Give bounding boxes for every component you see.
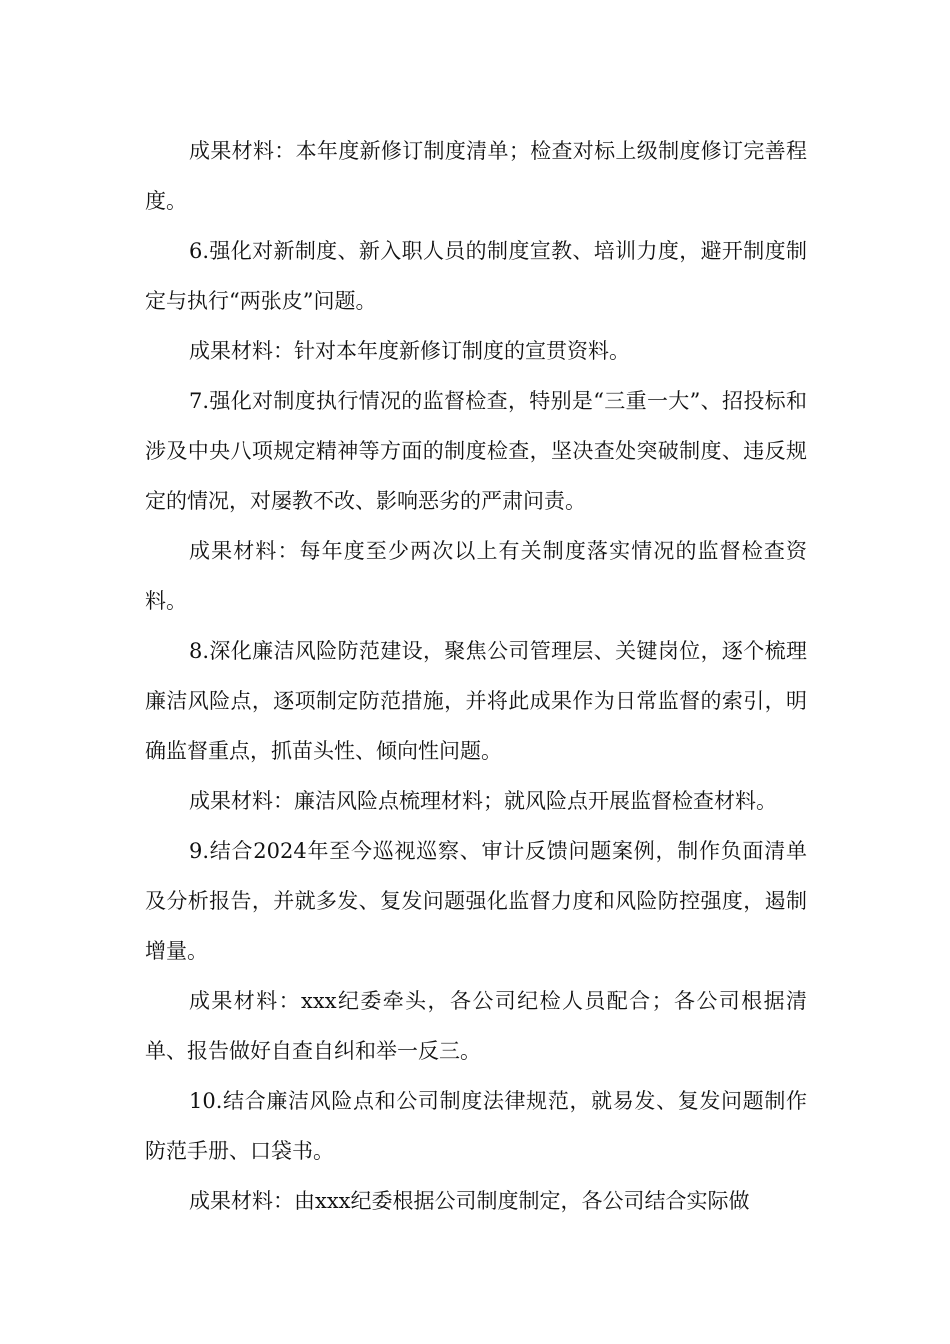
- paragraph-outcome-item-10: 成果材料：由xxx纪委根据公司制度制定，各公司结合实际做: [189, 1189, 750, 1213]
- paragraph-item-10: 10.结合廉洁风险点和公司制度法律规范，就易发、复发问题制作防范手册、口袋书。: [145, 1089, 807, 1163]
- paragraph-outcome-item-7: 成果材料：每年度至少两次以上有关制度落实情况的监督检查资料。: [145, 539, 807, 613]
- paragraph-item-8: 8.深化廉洁风险防范建设，聚焦公司管理层、关键岗位，逐个梳理廉洁风险点，逐项制定防范措施，并将此成果作为日常监督的索引，明确监督重点，抓苗头性、倾向性问题。: [145, 639, 807, 763]
- paragraph-item-6: 6.强化对新制度、新入职人员的制度宣教、培训力度，避开制度制定与执行“两张皮”问题。: [145, 239, 807, 313]
- paragraph-item-9: 9.结合2024年至今巡视巡察、审计反馈问题案例，制作负面清单及分析报告，并就多发、复发问题强化监督力度和风险防控强度，遏制增量。: [145, 839, 807, 963]
- paragraph-outcome-item-6: 成果材料：针对本年度新修订制度的宣贯资料。: [189, 339, 630, 363]
- paragraph-outcome-item-9: 成果材料：xxx纪委牵头，各公司纪检人员配合；各公司根据清单、报告做好自查自纠和举一反三。: [145, 989, 807, 1063]
- paragraph-outcome-item-8: 成果材料：廉洁风险点梳理材料；就风险点开展监督检查材料。: [189, 789, 777, 813]
- paragraph-item-7: 7.强化对制度执行情况的监督检查，特别是“三重一大”、招投标和涉及中央八项规定精神等方面的制度检查，坚决查处突破制度、违反规定的情况，对屡教不改、影响恶劣的严肃问责。: [145, 389, 807, 513]
- paragraph-outcome-revised-list: 成果材料：本年度新修订制度清单；检查对标上级制度修订完善程度。: [145, 139, 807, 213]
- document-body: [145, 126, 807, 1226]
